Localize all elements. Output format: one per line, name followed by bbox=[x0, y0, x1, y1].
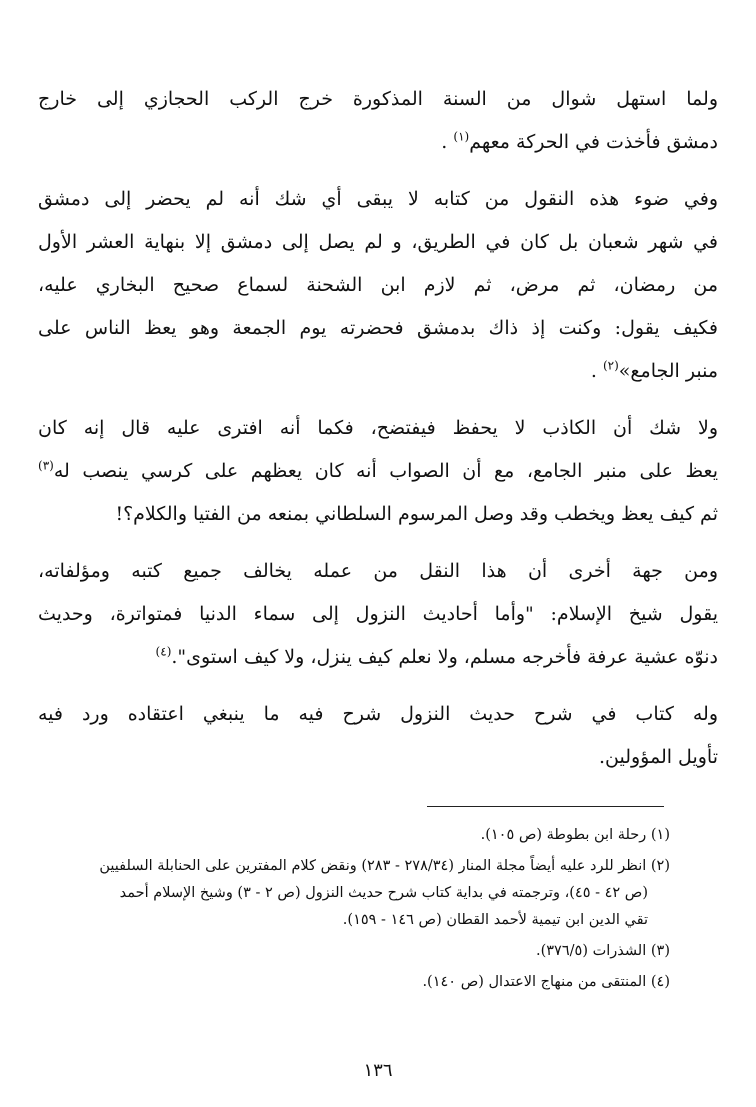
page-number: ١٣٦ bbox=[363, 1060, 393, 1081]
paragraph-1 bbox=[38, 78, 718, 164]
text-line: في شهر شعبان بل كان في الطريق، و لم يصل إلى دمشق إلا بنهاية العشر الأول bbox=[38, 231, 718, 253]
text-line: يقول شيخ الإسلام: "وأما أحاديث النزول إلى سماء الدنيا فمتواترة، وحديث bbox=[38, 603, 718, 625]
text-fragment: منبر الجامع» bbox=[618, 360, 718, 382]
text-line bbox=[38, 121, 718, 164]
footnote-line: (ص ٤٢ - ٤٥)، وترجمته في بداية كتاب شرح حديث النزول (ص ٢ - ٣) وشيخ الإسلام أحمد bbox=[119, 885, 648, 901]
footnote-ref[interactable]: (٢) bbox=[602, 358, 619, 373]
text-line: من رمضان، ثم مرض، ثم لازم ابن الشحنة لسماع صحيح البخاري عليه، bbox=[38, 274, 718, 296]
text-line: وله كتاب في شرح حديث النزول شرح فيه ما ينبغي اعتقاده ورد فيه bbox=[38, 703, 718, 725]
footnote-line: تقي الدين ابن تيمية لأحمد القطان (ص ١٤٦ - ١٥٩). bbox=[342, 912, 648, 928]
text-line: ثم كيف يعظ ويخطب وقد وصل المرسوم السلطاني بمنعه من الفتيا والكلام؟! bbox=[115, 503, 718, 525]
footnote-3 bbox=[60, 938, 670, 965]
footnotes bbox=[60, 822, 670, 1000]
text-line bbox=[38, 350, 718, 393]
text-line: فكيف يقول: وكنت إذ ذاك بدمشق فحضرته يوم الجمعة وهو يعظ الناس على bbox=[38, 317, 718, 339]
paragraph-5 bbox=[38, 693, 718, 779]
footnote-line: (٤) المنتقى من منهاج الاعتدال (ص ١٤٠). bbox=[422, 974, 670, 990]
footnote-1 bbox=[60, 822, 670, 849]
text-line bbox=[38, 450, 718, 493]
text-fragment: دنوّه عشية عرفة فأخرجه مسلم، ولا نعلم كيف ينزل، ولا كيف استوى". bbox=[171, 646, 718, 668]
text-line: وفي ضوء هذه النقول من كتابه لا يبقى أي شك أنه لم يحضر إلى دمشق bbox=[38, 188, 718, 210]
footnote-ref[interactable]: (٣) bbox=[38, 458, 54, 473]
paragraph-2 bbox=[38, 178, 718, 393]
text-fragment: دمشق فأخذت في الحركة معهم bbox=[469, 131, 718, 153]
footnote-divider bbox=[427, 806, 664, 807]
text-line bbox=[38, 636, 718, 679]
text-line: تأويل المؤولين. bbox=[598, 746, 718, 768]
footnote-ref[interactable]: (١) bbox=[453, 129, 470, 144]
footnote-line: (١) رحلة ابن بطوطة (ص ١٠٥). bbox=[480, 827, 670, 843]
text-line: ولا شك أن الكاذب لا يحفظ فيفتضح، فكما أنه افترى عليه قال إنه كان bbox=[38, 417, 718, 439]
text-line: ومن جهة أخرى أن هذا النقل من عمله يخالف جميع كتبه ومؤلفاته، bbox=[38, 560, 718, 582]
footnote-ref[interactable]: (٤) bbox=[155, 644, 172, 659]
paragraph-4 bbox=[38, 550, 718, 679]
page-body bbox=[38, 78, 718, 779]
text-fragment: . bbox=[441, 131, 454, 153]
text-fragment: . bbox=[590, 360, 603, 382]
footnote-4 bbox=[60, 969, 670, 996]
footnote-line: (٣) الشذرات (٣٧٦/٥). bbox=[535, 943, 670, 959]
paragraph-3 bbox=[38, 407, 718, 536]
footnote-2 bbox=[60, 853, 670, 934]
text-fragment: يعظ على منبر الجامع، مع أن الصواب أنه كان يعظهم على كرسي ينصب له bbox=[53, 460, 718, 482]
text-line: ولما استهل شوال من السنة المذكورة خرج الركب الحجازي إلى خارج bbox=[38, 88, 718, 110]
footnote-line: (٢) انظر للرد عليه أيضاً مجلة المنار (٢٧٨/٣٤ - ٢٨٣) ونقض كلام المفترين على الحنابلة السلفيين bbox=[99, 858, 670, 874]
